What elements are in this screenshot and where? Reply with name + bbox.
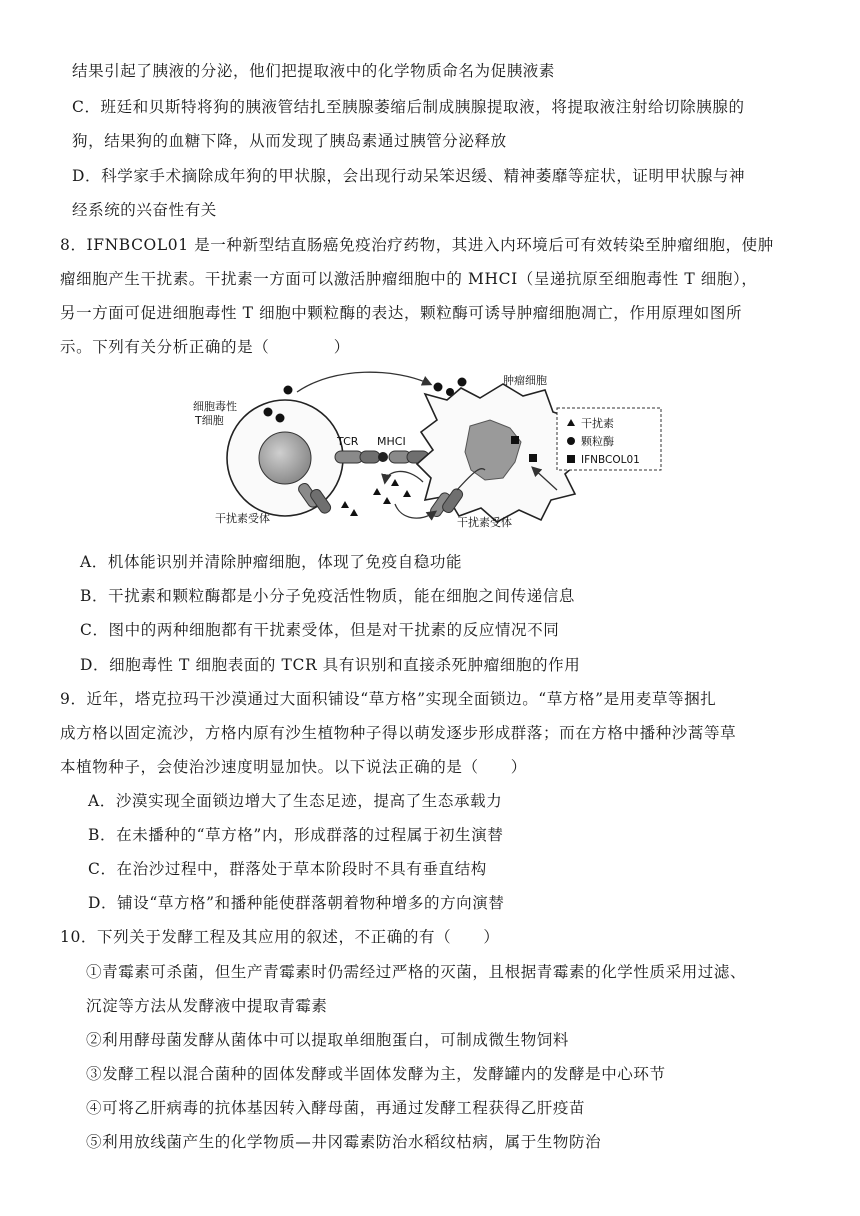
q9-option-d: D．铺设“草方格”和播种能使群落朝着物种增多的方向演替 xyxy=(88,894,505,912)
q8-option-b: B．干扰素和颗粒酶都是小分子免疫活性物质，能在细胞之间传递信息 xyxy=(80,587,575,605)
granzyme-dot xyxy=(434,383,443,392)
interferon-triangle xyxy=(350,509,358,516)
q10-item-4: ④可将乙肝病毒的抗体基因转入酵母菌，再通过发酵工程获得乙肝疫苗 xyxy=(86,1099,586,1117)
q9-stem-cont: 本植物种子，会使治沙速度明显加快。以下说法正确的是（ ） xyxy=(60,758,527,776)
tcr-label: TCR xyxy=(337,435,359,448)
tcr-receptor xyxy=(335,451,363,463)
interferon-triangle xyxy=(341,501,349,508)
q10-item-2: ②利用酵母菌发酵从菌体中可以提取单细胞蛋白，可制成微生物饲料 xyxy=(86,1031,570,1049)
mhc-label: MHCⅠ xyxy=(377,435,406,448)
q10-item-1-cont: 沉淀等方法从发酵液中提取青霉素 xyxy=(86,997,328,1015)
q10-item-1: ①青霉素可杀菌，但生产青霉素时仍需经过严格的灭菌，且根据青霉素的化学性质采用过滤、 xyxy=(86,963,747,981)
q8-option-d: D．细胞毒性 T 细胞表面的 TCR 具有识别和直接杀死肿瘤细胞的作用 xyxy=(80,656,581,674)
q9-option-c: C．在治沙过程中，群落处于草本阶段时不具有垂直结构 xyxy=(88,860,487,878)
q7-option-d: D．科学家手术摘除成年狗的甲状腺，会出现行动呆笨迟缓、精神萎靡等症状，证明甲状腺与神 xyxy=(72,167,746,185)
q10-item-3: ③发酵工程以混合菌种的固体发酵或半固体发酵为主，发酵罐内的发酵是中心环节 xyxy=(86,1065,666,1083)
q8-stem-cont: 另一方面可促进细胞毒性 T 细胞中颗粒酶的表达，颗粒酶可诱导肿瘤细胞凋亡，作用原理如图所 xyxy=(60,304,743,322)
granzyme-arrow xyxy=(297,372,430,392)
t-cell-nucleus xyxy=(259,432,311,484)
receptor-label-right: 干扰素受体 xyxy=(457,516,512,529)
q8-option-a: A．机体能识别并清除肿瘤细胞，体现了免疫自稳功能 xyxy=(80,553,463,571)
drug-square xyxy=(511,436,519,444)
q9-stem-cont: 成方格以固定流沙，方格内原有沙生植物种子得以萌发逐步形成群落；而在方格中播种沙蒿等草 xyxy=(60,724,737,742)
drug-square xyxy=(529,454,537,462)
q9-option-b: B．在未播种的“草方格”内，形成群落的过程属于初生演替 xyxy=(88,826,504,844)
legend-drug-label: IFNBCOL01 xyxy=(581,454,640,466)
legend-granzyme-icon xyxy=(567,437,575,445)
q8-stem-cont: 示。下列有关分析正确的是（ ） xyxy=(60,338,350,356)
q10-stem: 10．下列关于发酵工程及其应用的叙述，不正确的有（ ） xyxy=(60,928,500,946)
tcr-receptor xyxy=(360,451,380,463)
legend-granzyme-label: 颗粒酶 xyxy=(581,435,614,448)
t-cell-label: T细胞 xyxy=(195,414,224,427)
q9-option-a: A．沙漠实现全面锁边增大了生态足迹，提高了生态承载力 xyxy=(88,792,503,810)
receptor-label-left: 干扰素受体 xyxy=(215,512,270,525)
legend-drug-icon xyxy=(567,455,575,463)
granzyme-dot xyxy=(284,386,293,395)
q8-stem-cont: 瘤细胞产生干扰素。干扰素一方面可以激活肿瘤细胞中的 MHCⅠ（呈递抗原至细胞毒性 T 细胞）， xyxy=(60,270,758,288)
granzyme-dot xyxy=(276,414,285,423)
antigen-dot xyxy=(378,452,388,462)
granzyme-dot xyxy=(458,378,467,387)
q9-stem: 9．近年，塔克拉玛干沙漠通过大面积铺设“草方格”实现全面锁边。“草方格”是用麦草等捆扎 xyxy=(60,690,717,708)
t-cell-label: 细胞毒性 xyxy=(193,400,237,413)
legend-interferon-label: 干扰素 xyxy=(581,417,614,430)
tumor-cell-label: 肿瘤细胞 xyxy=(503,374,547,387)
granzyme-dot xyxy=(264,408,273,417)
interferon-triangle xyxy=(373,488,381,495)
q7-option-d-cont: 经系统的兴奋性有关 xyxy=(72,201,217,219)
interferon-triangle xyxy=(391,479,399,486)
q7-text-line: 结果引起了胰液的分泌，他们把提取液中的化学物质命名为促胰液素 xyxy=(72,62,556,80)
q7-option-c: C．班廷和贝斯特将狗的胰液管结扎至胰腺萎缩后制成胰腺提取液，将提取液注射给切除胰腺的 xyxy=(72,98,745,116)
interferon-arrow xyxy=(385,471,423,482)
q10-item-5: ⑤利用放线菌产生的化学物质—井冈霉素防治水稻纹枯病，属于生物防治 xyxy=(86,1133,602,1151)
interferon-arrow xyxy=(395,504,435,518)
q8-stem: 8．IFNBCOL01 是一种新型结直肠癌免疫治疗药物，其进入内环境后可有效转染至肿瘤细胞，使肿 xyxy=(60,236,774,254)
interferon-triangle xyxy=(403,490,411,497)
interferon-triangle xyxy=(383,497,391,504)
q8-option-c: C．图中的两种细胞都有干扰素受体，但是对干扰素的反应情况不同 xyxy=(80,621,560,639)
immunotherapy-diagram xyxy=(185,370,670,530)
q7-option-c-cont: 狗，结果狗的血糖下降，从而发现了胰岛素通过胰管分泌释放 xyxy=(72,132,507,150)
